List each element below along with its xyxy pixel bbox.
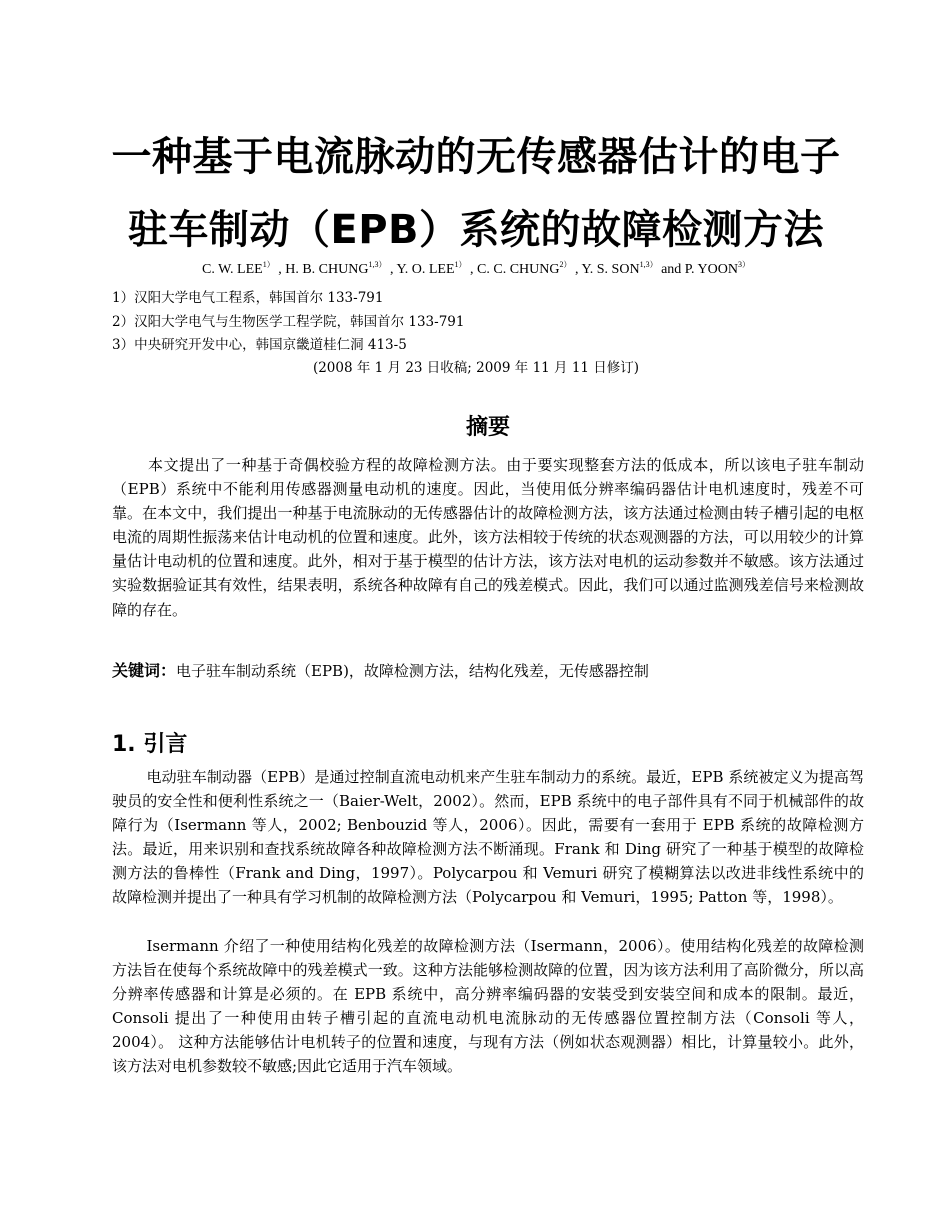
submission-dates: (2008 年 1 月 23 日收稿; 2009 年 11 月 11 日修订) (312, 360, 640, 376)
affiliation-1: 1）汉阳大学电气工程系，韩国首尔 133-791 (112, 290, 384, 306)
author-affiliation-mark: 3） (737, 260, 750, 269)
paper-title-line-1: 一种基于电流脉动的无传感器估计的电子 (111, 134, 841, 180)
abstract-heading: 摘要 (465, 415, 510, 440)
author-name: P. YOON (684, 262, 738, 277)
affiliation-2: 2）汉阳大学电气与生物医学工程学院，韩国首尔 133-791 (112, 314, 465, 330)
author-affiliation-mark: 1,3） (368, 260, 387, 269)
abstract-body: 本文提出了一种基于奇偶校验方程的故障检测方法。由于要实现整套方法的低成本，所以该电子驻车制动（EPB）系统中不能利用传感器测量电动机的速度。因此，当使用低分辨率编码器估计电机速度时，残差不可靠。在本文中，我们提出一种基于电流脉动的无传感器估计的故障检测方法，该方法通过检测由转子槽引起的电枢电流的周期性振荡来估计电动机的位置和速度。此外，该方法相较于传统的状态观测器的方法，可以用较少的计算量估计电动机的位置和速度。此外，相对于基于模型的估计方法，该方法对电机的运动参数并不敏感。该方法通过实验数据验证其有效性，结果表明，系统各种故障有自己的残差模式。因此，我们可以通过监测残差信号来检测故障的存在。 (112, 456, 864, 619)
author-affiliation-mark: 1） (262, 260, 275, 269)
author-affiliation-mark: 1,3） (639, 260, 658, 269)
author-separator: , (571, 262, 582, 277)
author-affiliation-mark: 1） (454, 260, 467, 269)
keywords-text: 电子驻车制动系统（EPB)，故障检测方法，结构化残差，无传感器控制 (176, 662, 649, 680)
author-separator: , (274, 262, 286, 277)
keywords-label: 关键词： (112, 661, 177, 680)
author-name: Y. S. SON (581, 262, 640, 277)
affiliation-3: 3）中央研究开发中心，韩国京畿道桂仁洞 413-5 (112, 337, 407, 353)
author-affiliation-mark: 2） (559, 260, 572, 269)
author-name: H. B. CHUNG (285, 262, 369, 277)
section-heading-introduction: 1. 引言 (112, 732, 188, 757)
author-separator: , (466, 262, 478, 277)
author-separator: , (386, 262, 397, 277)
introduction-paragraph-1: 电动驻车制动器（EPB）是通过控制直流电动机来产生驻车制动力的系统。最近，EPB 系统被定义为提高驾驶员的安全性和便利性系统之一（Baier-Welt，2002）。然而，EPB 系统中的电子部件具有不同于机械部件的故障行为（Isermann 等人，2002; Benbouzid 等人，2006）。因此，需要有一套用于 EPB 系统的故障检测方法。最近，用来识别和查找系统故障各种故障检测方法不断涌现。Frank 和 Ding 研究了一种基于模型的故障检测方法的鲁棒性（Frank and Ding，1997）。Polycarpou 和 Vemuri 研究了模糊算法以改进非线性系统中的故障检测并提出了一种具有学习机制的故障检测方法（Polycarpou 和 Vemuri，1995; Patton 等，1998）。 (112, 768, 864, 907)
author-list (0, 262, 952, 278)
author-name: Y. O. LEE (396, 262, 455, 277)
paper-title-line-2: 驻车制动（EPB）系统的故障检测方法 (127, 207, 825, 253)
introduction-paragraph-2: Isermann 介绍了一种使用结构化残差的故障检测方法（Isermann，2006）。使用结构化残差的故障检测方法旨在使每个系统故障中的残差模式一致。这种方法能够检测故障的位置，因为该方法利用了高阶微分，所以高分辨率传感器和计算是必须的。在 EPB 系统中，高分辨率编码器的安装受到安装空间和成本的限制。最近，Consoli 提出了一种使用由转子槽引起的直流电动机电流脉动的无传感器位置控制方法（Consoli 等人，2004）。 这种方法能够估计电机转子的位置和速度，与现有方法（例如状态观测器）相比，计算量较小。此外，该方法对电机参数较不敏感;因此它适用于汽车领域。 (112, 937, 864, 1076)
author-name: C. W. LEE (202, 262, 263, 277)
keywords-line (112, 658, 649, 681)
author-conjunction: and (657, 262, 685, 277)
author-name: C. C. CHUNG (477, 262, 560, 277)
